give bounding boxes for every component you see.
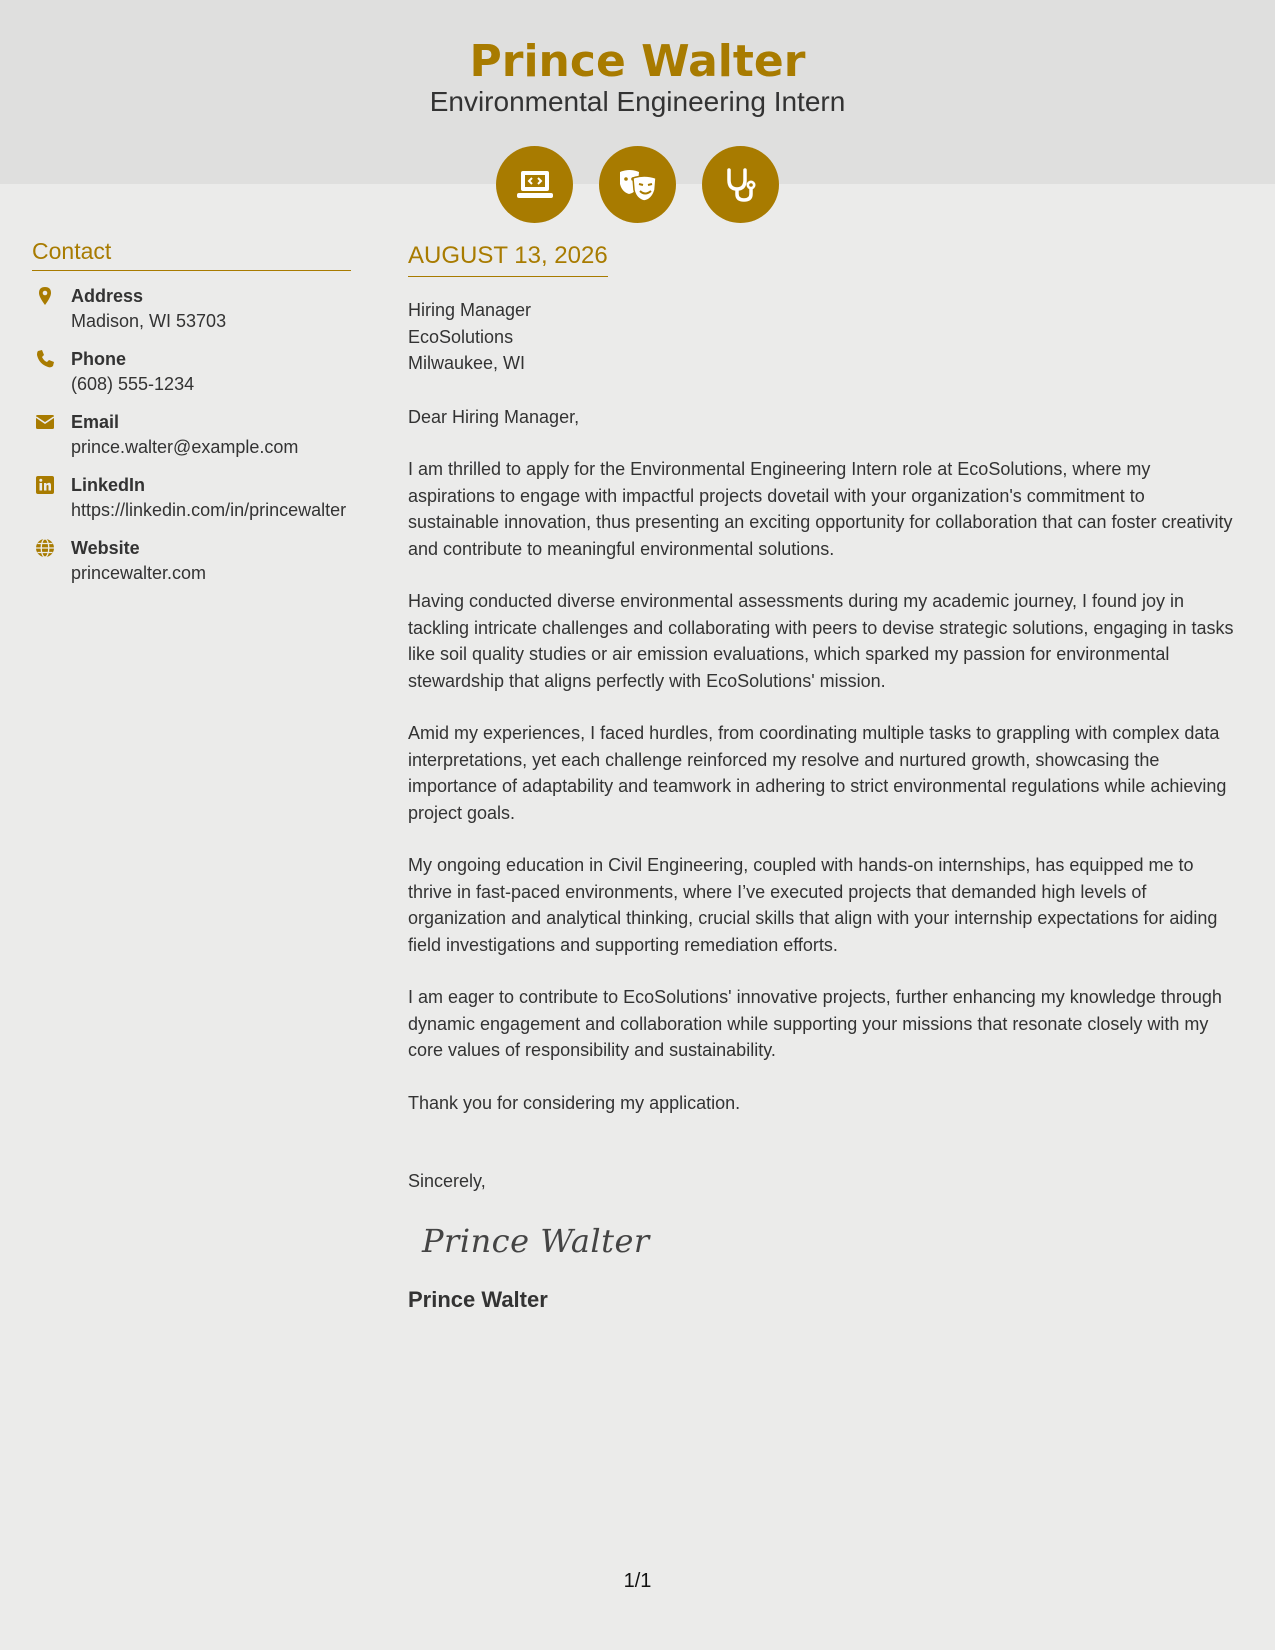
stethoscope-icon [702, 146, 779, 223]
laptop-code-icon [496, 146, 573, 223]
contact-value: Madison, WI 53703 [71, 311, 227, 331]
recipient-block [408, 297, 1238, 377]
contact-website [32, 536, 351, 586]
map-pin-icon [35, 286, 55, 306]
contact-sidebar [32, 238, 351, 586]
header-icon-row [496, 146, 779, 223]
page-number: 1/1 [623, 1570, 652, 1592]
contact-label: LinkedIn [71, 475, 146, 495]
candidate-name: Prince Walter [469, 36, 806, 87]
contact-heading: Contact [32, 238, 351, 271]
linkedin-icon [35, 475, 55, 495]
recipient-line: EcoSolutions [408, 326, 514, 347]
contact-value: (608) 555-1234 [71, 374, 195, 394]
letter-paragraph: I am eager to contribute to EcoSolutions' innovative projects, further enhancing my knowledge through dynamic engagement and collaboration while supporting your missions that resonate closely with my core values of responsibility and sustainability. [408, 987, 1222, 1060]
contact-label: Phone [71, 349, 127, 369]
contact-label: Email [71, 412, 120, 432]
contact-label: Address [71, 286, 144, 306]
signer-name: Prince Walter [408, 1286, 548, 1312]
recipient-line: Milwaukee, WI [408, 353, 526, 373]
theater-masks-icon [599, 146, 676, 223]
letter-paragraph: Thank you for considering my application. [408, 1092, 741, 1113]
contact-phone [32, 347, 351, 397]
globe-icon [35, 538, 55, 558]
letter-body [408, 240, 1238, 1315]
letter-paragraph: I am thrilled to apply for the Environmental Engineering Intern role at EcoSolutions, where my aspirations to engage with impactful projects dovetail with your organization's commitment to sustainable innovation, thus presenting an exciting opportunity for collaboration that can foster creativity and contribute to meaningful environmental solutions. [408, 459, 1233, 559]
contact-linkedin [32, 473, 351, 523]
letter-date: AUGUST 13, 2026 [408, 240, 608, 277]
phone-icon [35, 349, 55, 369]
letter-paragraph: Amid my experiences, I faced hurdles, from coordinating multiple tasks to grappling with complex data interpretations, yet each challenge reinforced my resolve and nurtured growth, showcasing the importance of adaptability and teamwork in adhering to strict environmental regulations while achieving project goals. [408, 723, 1227, 823]
recipient-line: Hiring Manager [408, 300, 532, 320]
letter-paragraph: My ongoing education in Civil Engineering, coupled with hands-on internships, has equipped me to thrive in fast-paced environments, where I’ve executed projects that demanded high levels of organization and analytical thinking, crucial skills that align with your internship expectations for aiding field investigations and supporting remediation efforts. [408, 855, 1218, 955]
handwritten-signature: Prince Walter [422, 1221, 650, 1260]
contact-value[interactable]: prince.walter@example.com [71, 437, 299, 457]
contact-label: Website [71, 538, 140, 558]
closing: Sincerely, [408, 1171, 486, 1191]
contact-email [32, 410, 351, 460]
contact-value[interactable]: https://linkedin.com/in/princewalter [71, 500, 347, 520]
envelope-icon [35, 412, 55, 432]
job-title: Environmental Engineering Intern [429, 86, 846, 117]
salutation: Dear Hiring Manager, [408, 406, 580, 427]
letter-paragraph: Having conducted diverse environmental assessments during my academic journey, I found joy in tackling intricate challenges and collaborating with peers to devise strategic solutions, engaging in tasks like soil quality studies or air emission evaluations, which sparked my passion for environmental stewardship that aligns perfectly with EcoSolutions' mission. [408, 591, 1234, 691]
contact-address [32, 284, 351, 334]
contact-value[interactable]: princewalter.com [71, 563, 207, 583]
